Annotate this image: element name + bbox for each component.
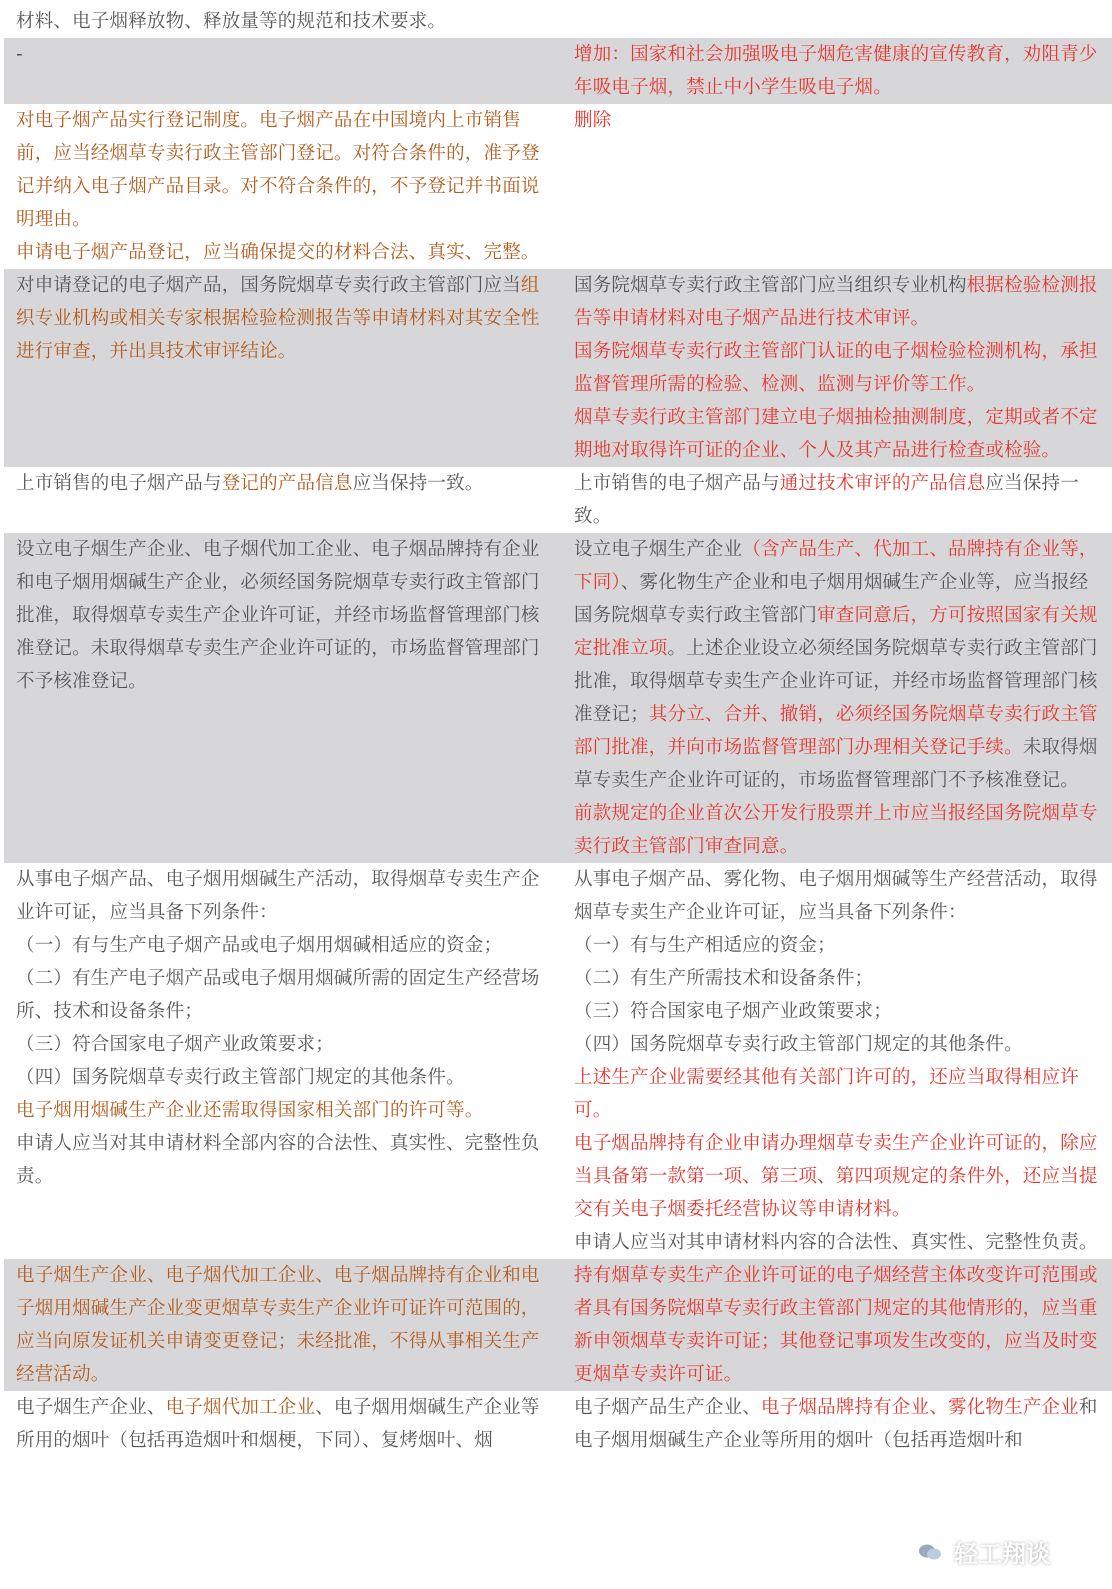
paragraph	[574, 863, 1100, 929]
text-segment: 申请人应当对其申请材料内容的合法性、真实性、完整性负责。	[574, 1232, 1098, 1253]
text-segment: （二）有生产所需技术和设备条件；	[574, 968, 874, 989]
original-text-cell	[4, 467, 562, 533]
added-text: 烟草专卖行政主管部门建立电子烟抽检抽测制度，定期或者不定期地对取得许可证的企业、个人及其产品进行检查或检验。	[574, 407, 1098, 461]
comparison-row	[4, 1391, 1112, 1457]
comparison-row	[4, 5, 1112, 38]
text-segment: 设立电子烟生产企业	[574, 539, 743, 560]
paragraph	[16, 1127, 550, 1193]
added-text: 根据检验检测报告等申请材料对电子烟产品进行技术审评。	[574, 275, 1098, 329]
watermark-text: 轻工翔谈	[954, 1540, 1050, 1568]
text-segment: 上市销售的电子烟产品与	[574, 473, 780, 494]
paragraph	[16, 5, 550, 38]
text-segment: 国务院烟草专卖行政主管部门应当组织专业机构	[574, 275, 967, 296]
original-text-cell	[4, 533, 562, 863]
text-segment: 应当保持一致。	[574, 473, 1079, 527]
added-text: 其分立、合并、撤销，必须经国务院烟草专卖行政主管部门批准，并向市场监督管理部门办理相关登记手续。	[574, 704, 1098, 758]
changed-text: 组织专业机构或相关专家根据检验检测报告等申请材料对其安全性进行审查，并出具技术审评结论。	[16, 275, 540, 362]
added-text: 通过技术审评的产品信息	[779, 473, 986, 494]
comparison-table	[4, 5, 1112, 1457]
added-text: 前款规定的企业首次公开发行股票并上市应当报经国务院烟草专卖行政主管部门审查同意。	[574, 803, 1098, 857]
revised-text-cell	[562, 533, 1112, 863]
added-text: 上述生产企业需要经其他有关部门许可的，还应当取得相应许可。	[574, 1067, 1079, 1121]
paragraph	[574, 797, 1100, 863]
paragraph	[16, 1391, 550, 1457]
original-text-cell	[4, 863, 562, 1259]
added-text: 电子烟品牌持有企业、雾化物生产企业	[761, 1397, 1079, 1418]
text-segment: 、雾化物生产企业和电子烟用烟碱生产企业等，应当报经国务院烟草专卖行政主管部门	[574, 572, 1089, 626]
paragraph	[574, 1226, 1100, 1259]
comparison-row	[4, 38, 1112, 104]
original-text-cell	[4, 1259, 562, 1391]
text-segment: （四）国务院烟草专卖行政主管部门规定的其他条件。	[16, 1067, 465, 1088]
text-segment: 上市销售的电子烟产品与	[16, 473, 222, 494]
text-segment: （四）国务院烟草专卖行政主管部门规定的其他条件。	[574, 1034, 1023, 1055]
paragraph	[574, 269, 1100, 335]
paragraph	[16, 533, 550, 698]
comparison-row	[4, 269, 1112, 467]
added-text: 删除	[574, 110, 612, 131]
text-segment: -	[16, 44, 23, 65]
revised-text-cell	[562, 863, 1112, 1259]
revised-text-cell	[562, 1259, 1112, 1391]
changed-text: 登记的产品信息	[221, 473, 353, 494]
paragraph	[16, 929, 550, 962]
paragraph	[574, 335, 1100, 401]
added-text: 持有烟草专卖生产企业许可证的电子烟经营主体改变许可范围或者具有国务院烟草专卖行政主管部门规定的其他情形的，应当重新申领烟草专卖许可证；其他登记事项发生改变的，应当及时变更烟草专卖许可证。	[574, 1265, 1098, 1385]
paragraph	[574, 1127, 1100, 1226]
text-segment: （三）符合国家电子烟产业政策要求；	[16, 1034, 334, 1055]
text-segment: 。上述企业设立必须经国务院烟草专卖行政主管部门批准，取得烟草专卖生产企业许可证，并经市场监督管理部门核准登记；	[574, 638, 1098, 725]
text-segment: 从事电子烟产品、电子烟用烟碱生产活动，取得烟草专卖生产企业许可证，应当具备下列条件：	[16, 869, 540, 923]
paragraph	[574, 962, 1100, 995]
paragraph	[574, 995, 1100, 1028]
original-text-cell	[4, 5, 562, 38]
text-segment: （三）符合国家电子烟产业政策要求；	[574, 1001, 892, 1022]
watermark	[912, 1534, 1050, 1569]
paragraph	[574, 929, 1100, 962]
added-text: 电子烟品牌持有企业申请办理烟草专卖生产企业许可证的，除应当具备第一款第一项、第三项、第四项规定的条件外，还应当提交有关电子烟委托经营协议等申请材料。	[574, 1133, 1098, 1220]
paragraph	[16, 236, 550, 269]
paragraph	[574, 467, 1100, 533]
wechat-logo-icon	[912, 1538, 948, 1566]
original-text-cell	[4, 104, 562, 269]
paragraph	[16, 467, 550, 500]
changed-text: 对电子烟产品实行登记制度。电子烟产品在中国境内上市销售前，应当经烟草专卖行政主管部门登记。对符合条件的，准予登记并纳入电子烟产品目录。对不符合条件的，不予登记并书面说明理由。	[16, 110, 540, 230]
text-segment: 电子烟生产企业、	[16, 1397, 166, 1418]
original-text-cell	[4, 269, 562, 467]
comparison-row	[4, 467, 1112, 533]
paragraph	[574, 1061, 1100, 1127]
text-segment: 电子烟产品生产企业、	[574, 1397, 762, 1418]
revised-text-cell	[562, 104, 1112, 269]
paragraph	[574, 533, 1100, 797]
added-text: 增加：国家和社会加强吸电子烟危害健康的宣传教育，劝阻青少年吸电子烟，禁止中小学生吸电子烟。	[574, 44, 1098, 98]
revised-text-cell	[562, 467, 1112, 533]
added-text: 审查同意后，方可按照国家有关规定批准立项	[574, 605, 1098, 659]
comparison-row	[4, 104, 1112, 269]
added-text: 国务院烟草专卖行政主管部门认证的电子烟检验检测机构，承担监督管理所需的检验、检测、监测与评价等工作。	[574, 341, 1098, 395]
original-text-cell	[4, 1391, 562, 1457]
text-segment: （一）有与生产电子烟产品或电子烟用烟碱相适应的资金；	[16, 935, 503, 956]
paragraph	[574, 1259, 1100, 1391]
paragraph	[16, 104, 550, 236]
changed-text: 电子烟生产企业、电子烟代加工企业、电子烟品牌持有企业和电子烟用烟碱生产企业变更烟草专卖生产企业许可证许可范围的，应当向原发证机关申请变更登记；未经批准，不得从事相关生产经营活动。	[16, 1265, 540, 1385]
revised-text-cell	[562, 5, 1112, 38]
text-segment: 应当保持一致。	[352, 473, 484, 494]
text-segment: （二）有生产电子烟产品或电子烟用烟碱所需的固定生产经营场所、技术和设备条件；	[16, 968, 540, 1022]
text-segment: 材料、电子烟释放物、释放量等的规范和技术要求。	[16, 11, 447, 32]
paragraph	[16, 1028, 550, 1061]
comparison-table-body	[4, 5, 1112, 1457]
paragraph	[16, 269, 550, 368]
paragraph	[574, 1028, 1100, 1061]
paragraph	[16, 1094, 550, 1127]
original-text-cell	[4, 38, 562, 104]
text-segment: 和电子烟用烟碱生产企业等所用的烟叶（包括再造烟叶和	[574, 1397, 1098, 1451]
text-segment: 、电子烟用烟碱生产企业等所用的烟叶（包括再造烟叶和烟梗，下同）、复烤烟叶、烟	[16, 1397, 540, 1451]
comparison-row	[4, 863, 1112, 1259]
paragraph	[16, 1259, 550, 1391]
text-segment: 申请人应当对其申请材料全部内容的合法性、真实性、完整性负责。	[16, 1133, 540, 1187]
revised-text-cell	[562, 1391, 1112, 1457]
paragraph	[16, 863, 550, 929]
revised-text-cell	[562, 38, 1112, 104]
paragraph	[574, 401, 1100, 467]
changed-text: 申请电子烟产品登记，应当确保提交的材料合法、真实、完整。	[16, 242, 540, 263]
text-segment: 对申请登记的电子烟产品，国务院烟草专卖行政主管部门应当	[16, 275, 521, 296]
paragraph	[574, 104, 1100, 137]
changed-text: 电子烟代加工企业	[165, 1397, 316, 1418]
comparison-row	[4, 1259, 1112, 1391]
paragraph	[574, 1391, 1100, 1457]
added-text: （含产品生产、代加工、品牌持有企业等，下同）	[574, 539, 1098, 593]
paragraph	[16, 38, 550, 71]
paragraph	[16, 1061, 550, 1094]
paragraph	[16, 962, 550, 1028]
text-segment: 未取得烟草专卖生产企业许可证的，市场监督管理部门不予核准登记。	[574, 737, 1098, 791]
changed-text: 电子烟用烟碱生产企业还需取得国家相关部门的许可等。	[16, 1100, 484, 1121]
revised-text-cell	[562, 269, 1112, 467]
text-segment: 从事电子烟产品、雾化物、电子烟用烟碱等生产经营活动，取得烟草专卖生产企业许可证，应当具备下列条件：	[574, 869, 1098, 923]
text-segment: 设立电子烟生产企业、电子烟代加工企业、电子烟品牌持有企业和电子烟用烟碱生产企业，必须经国务院烟草专卖行政主管部门批准，取得烟草专卖生产企业许可证，并经市场监督管理部门核准登记。未取得烟草专卖生产企业许可证的，市场监督管理部门不予核准登记。	[16, 539, 540, 692]
text-segment: （一）有与生产相适应的资金；	[574, 935, 836, 956]
paragraph	[574, 38, 1100, 104]
comparison-row	[4, 533, 1112, 863]
